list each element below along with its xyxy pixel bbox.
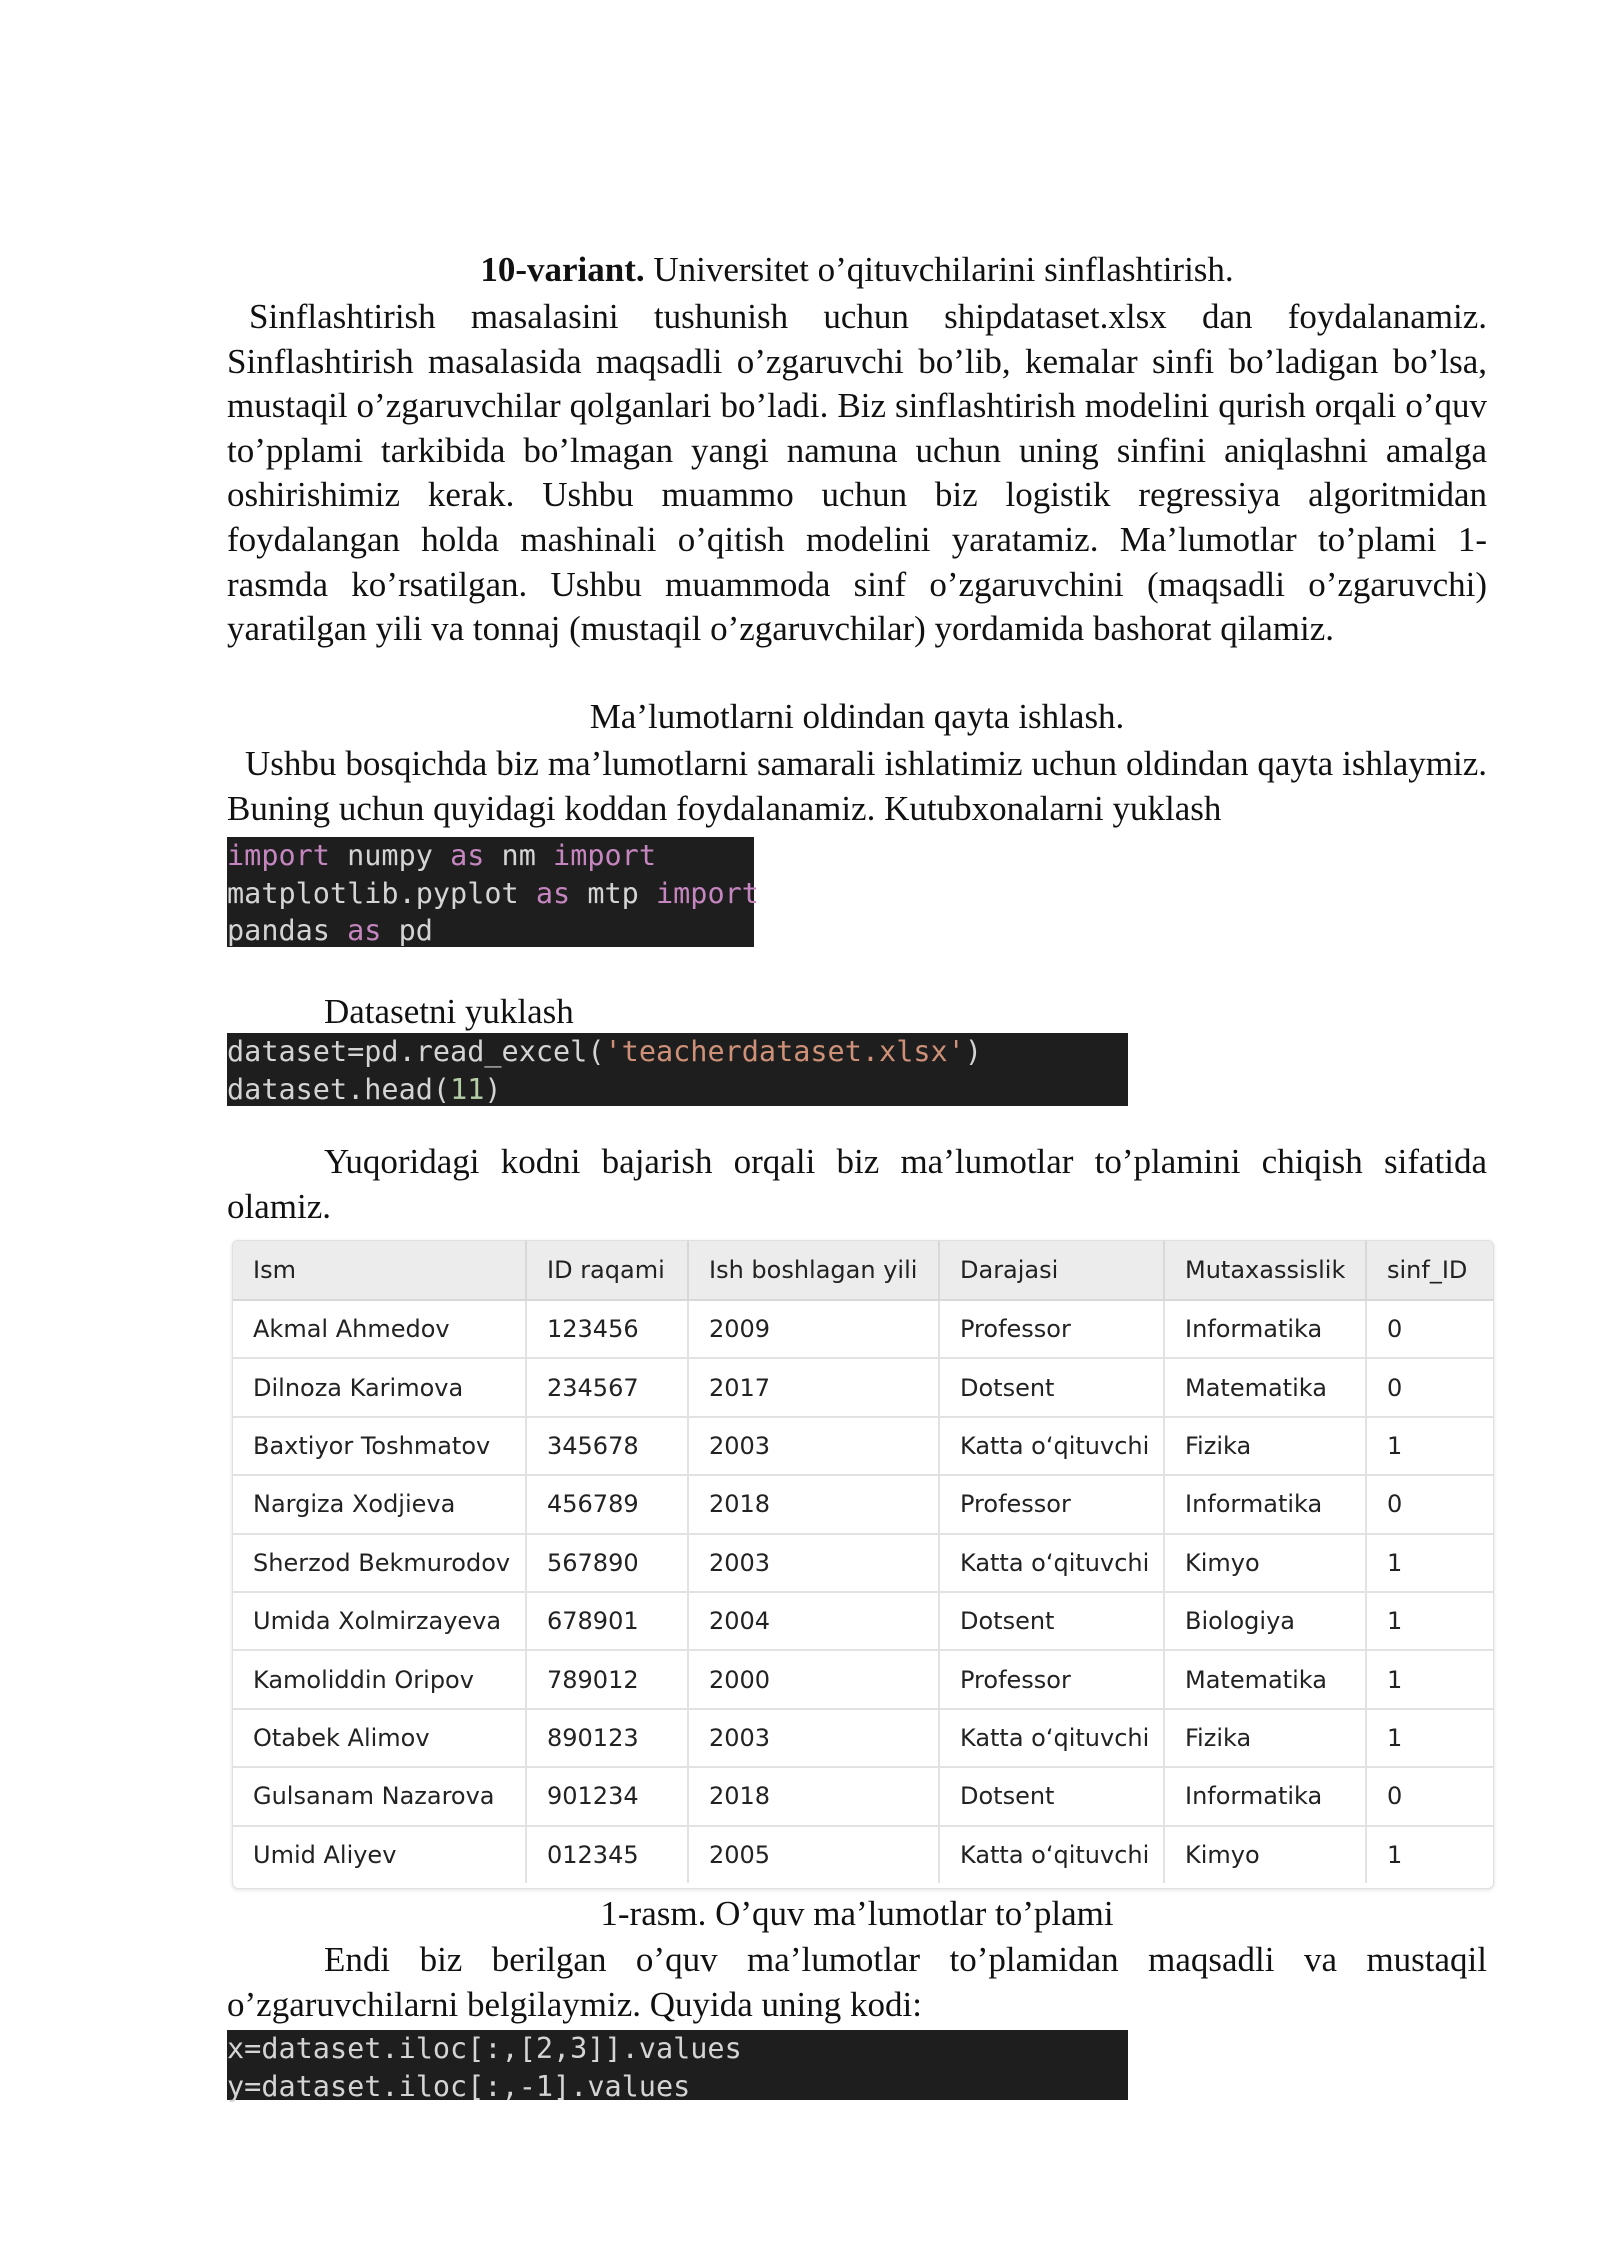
table-cell: 2009 [688, 1300, 939, 1358]
table-cell: Biologiya [1164, 1592, 1366, 1650]
table-cell: 2018 [688, 1475, 939, 1533]
table-cell: 1 [1366, 1592, 1493, 1650]
code-token: pd [381, 914, 433, 947]
figure-caption: 1-rasm. O’quv ma’lumotlar to’plami [600, 1894, 1114, 1933]
table-cell: 789012 [526, 1650, 688, 1708]
code-keyword: import [227, 839, 330, 872]
table-row [233, 1592, 1493, 1650]
table-cell: Dilnoza Karimova [233, 1358, 526, 1416]
table-cell: 0 [1366, 1767, 1493, 1825]
table-row [233, 1534, 1493, 1592]
table-cell: 012345 [526, 1826, 688, 1883]
dataset-table [232, 1240, 1494, 1889]
code-keyword: as [535, 876, 571, 910]
table-cell: Sherzod Bekmurodov [233, 1534, 526, 1592]
dataset-label: Datasetni yuklash [324, 992, 574, 1031]
code-token: mtp [570, 876, 656, 910]
table-cell: 2000 [688, 1650, 939, 1708]
section-heading: Ma’lumotlarni oldindan qayta ishlash. [589, 697, 1125, 736]
table-cell: 456789 [526, 1475, 688, 1533]
table-cell: Kimyo [1164, 1826, 1366, 1883]
table-row [233, 1417, 1493, 1475]
table-row [233, 1300, 1493, 1358]
table-cell: Fizika [1164, 1417, 1366, 1475]
table-cell: Gulsanam Nazarova [233, 1767, 526, 1825]
table-cell: Fizika [1164, 1709, 1366, 1767]
table-row [233, 1358, 1493, 1416]
table-cell: 678901 [526, 1592, 688, 1650]
table-cell: Professor [939, 1475, 1164, 1533]
table-cell: Kimyo [1164, 1534, 1366, 1592]
table-cell: Baxtiyor Toshmatov [233, 1417, 526, 1475]
table-cell: Informatika [1164, 1475, 1366, 1533]
output-paragraph: Yuqoridagi kodni bajarish orqali biz ma’lumotlar to’plamini chiqish sifatida olamiz. [227, 1142, 1487, 1226]
code-token: ) [964, 1035, 982, 1068]
code-block-imports [227, 837, 759, 947]
table-cell: Umida Xolmirzayeva [233, 1592, 526, 1650]
column-header: Ish boshlagan yili [688, 1241, 939, 1300]
intro-paragraph: Sinflashtirish masalasini tushunish uchun shipdataset.xlsx dan foydalanamiz. Sinflashtirish masalasida maqsadli o’zgaruvchi bo’lib, kemalar sinfi bo’ladigan bo’lsa, mustaqil o’zgaruvchilar qolganlari bo’ladi. Biz sinflashtirish modelini qurish orqali o’quv to’pplami tarkibida bo’lmagan yangi namuna uchun uning sinfini aniqlashni amalga oshirishimiz kerak. Ushbu muammo uchun biz logistik regressiya algoritmidan foydalangan holda mashinali o’qitish modelini yaratamiz. Ma’lumotlar to’plami 1-rasmda ko’rsatilgan. Ushbu muammoda sinf o’zgaruvchini (maqsadli o’zgaruvchi) yaratilgan yili va tonnaj (mustaqil o’zgaruvchilar) yordamida bashorat qilamiz. [227, 297, 1487, 649]
table-row [233, 1475, 1493, 1533]
table-cell: 1 [1366, 1709, 1493, 1767]
table-cell: 0 [1366, 1300, 1493, 1358]
table-cell: 2003 [688, 1709, 939, 1767]
table-cell: 1 [1366, 1534, 1493, 1592]
variables-paragraph: Endi biz berilgan o’quv ma’lumotlar to’plamidan maqsadli va mustaqil o’zgaruvchilarni belgilaymiz. Quyida uning kodi: [227, 1940, 1487, 2024]
table-cell: 1 [1366, 1650, 1493, 1708]
code-keyword: as [450, 839, 485, 872]
table-cell: Dotsent [939, 1592, 1164, 1650]
code-keyword: import [553, 839, 656, 872]
table-row [233, 1709, 1493, 1767]
table-cell: 2004 [688, 1592, 939, 1650]
table-cell: 1 [1366, 1417, 1493, 1475]
preprocess-paragraph: Ushbu bosqichda biz ma’lumotlarni samarali ishlatimiz uchun oldindan qayta ishlaymiz. Buning uchun quyidagi koddan foydalanamiz. Kutubxonalarni yuklash [227, 744, 1487, 828]
table-cell: Informatika [1164, 1767, 1366, 1825]
table-cell: 2005 [688, 1826, 939, 1883]
code-token: pandas [227, 914, 348, 947]
table-cell: 123456 [526, 1300, 688, 1358]
code-token: matplotlib.pyplot [227, 876, 536, 910]
table-cell: Katta o‘qituvchi [939, 1534, 1164, 1592]
table-cell: 890123 [526, 1709, 688, 1767]
code-block-load [227, 1033, 1128, 1106]
code-block-variables [227, 2030, 1128, 2103]
code-token: numpy [329, 839, 451, 872]
table-cell: Katta o‘qituvchi [939, 1709, 1164, 1767]
table-cell: Nargiza Xodjieva [233, 1475, 526, 1533]
table-row [233, 1650, 1493, 1708]
table-cell: Matematika [1164, 1358, 1366, 1416]
table-row [233, 1767, 1493, 1825]
table-cell: 2003 [688, 1417, 939, 1475]
column-header: sinf_ID [1366, 1241, 1493, 1300]
table-cell: 1 [1387, 1840, 1403, 1869]
table-cell: Matematika [1164, 1650, 1366, 1708]
title-text: Universitet o’qituvchilarini sinflashtirish. [644, 250, 1234, 289]
table-cell: Otabek Alimov [233, 1709, 526, 1767]
table-cell: 901234 [526, 1767, 688, 1825]
column-header: ID raqami [526, 1241, 688, 1300]
table-row [233, 1826, 1493, 1883]
table-cell: Kamoliddin Oripov [233, 1650, 526, 1708]
table-cell: Dotsent [939, 1358, 1164, 1416]
column-header: Ism [233, 1241, 526, 1300]
variant-label: 10-variant. [480, 250, 645, 289]
table-cell: 345678 [526, 1417, 688, 1475]
table-cell: Katta o‘qituvchi [939, 1826, 1164, 1883]
code-token: ) [484, 1072, 502, 1106]
table-cell: Katta o‘qituvchi [939, 1417, 1164, 1475]
table-cell: Umid Aliyev [233, 1826, 526, 1883]
column-header: Mutaxassislik [1164, 1241, 1366, 1300]
table-cell: 2018 [688, 1767, 939, 1825]
table-cell: 2003 [688, 1534, 939, 1592]
table-cell: 567890 [526, 1534, 688, 1592]
code-line: y=dataset.iloc[:,-1].values [227, 2069, 691, 2103]
code-token: dataset.head( [227, 1072, 451, 1106]
code-token: dataset=pd.read_excel( [227, 1035, 605, 1068]
table-cell: Dotsent [939, 1767, 1164, 1825]
code-number: 11 [450, 1072, 485, 1106]
column-header: Darajasi [939, 1241, 1164, 1300]
table-cell: Professor [939, 1300, 1164, 1358]
code-token: nm [484, 839, 554, 872]
table-cell: 0 [1366, 1358, 1493, 1416]
code-string: 'teacherdataset.xlsx' [604, 1035, 965, 1068]
table-cell: Professor [939, 1650, 1164, 1708]
page-title [227, 248, 1487, 292]
table-cell: 234567 [526, 1358, 688, 1416]
table-cell: 2017 [688, 1358, 939, 1416]
table-cell: 0 [1366, 1475, 1493, 1533]
table-header-row [233, 1241, 1493, 1300]
table-cell: Akmal Ahmedov [233, 1300, 526, 1358]
table-cell: Informatika [1164, 1300, 1366, 1358]
code-keyword: as [347, 914, 382, 947]
code-line: x=dataset.iloc[:,[2,3]].values [227, 2032, 742, 2065]
code-keyword: import [655, 876, 759, 910]
